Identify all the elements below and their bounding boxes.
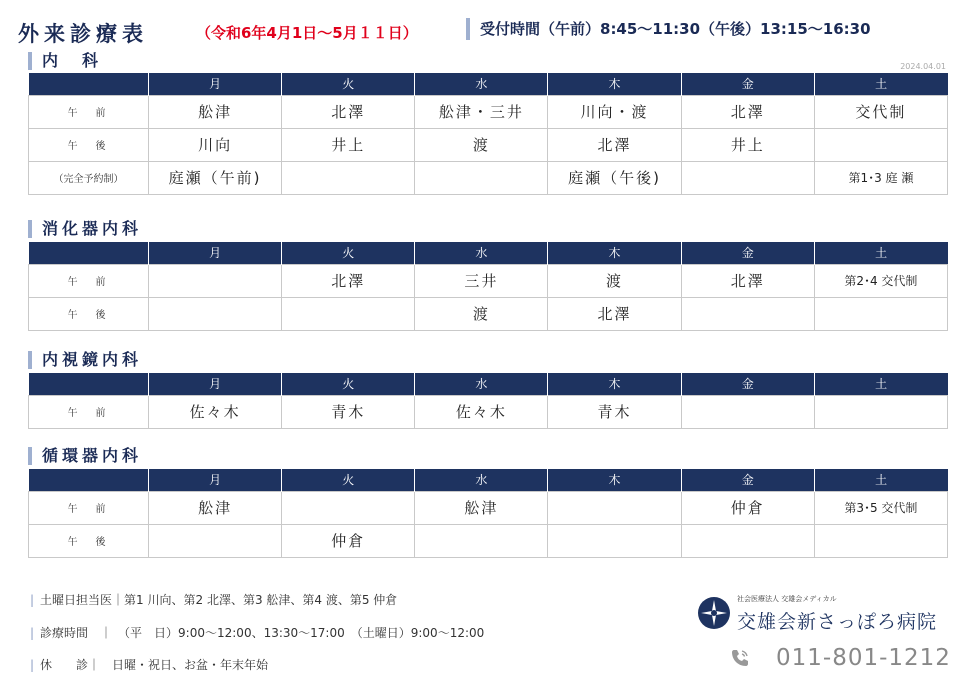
day-header: 土 (814, 242, 947, 264)
section-title-internal-medicine: 内 科 (28, 52, 102, 70)
table-cell: 第2･4 交代制 (814, 264, 947, 297)
section-title-gastroenterology: 消化器内科 (28, 220, 142, 238)
table-cell (814, 524, 947, 557)
table-cell (149, 297, 282, 330)
table-cell (149, 524, 282, 557)
day-header: 月 (149, 242, 282, 264)
table-cell: 青木 (548, 395, 681, 428)
day-header: 金 (681, 73, 814, 95)
table-cell: 川向・渡 (548, 95, 681, 128)
footer-closed (30, 656, 268, 673)
hospital-name: 交雄会新さっぽろ病院 (737, 611, 938, 633)
page-title: 外来診療表 (18, 22, 148, 46)
page-header (18, 18, 968, 46)
hospital-corp-name: 社会医療法人 交雄会メディカル (737, 595, 837, 603)
table-cell: 井上 (681, 128, 814, 161)
day-header: 金 (681, 242, 814, 264)
schedule-table-internal-medicine (28, 73, 948, 195)
section-title-endoscopy: 内視鏡内科 (28, 351, 142, 369)
table-cell (282, 491, 415, 524)
version-date: 2024.04.01 (900, 62, 946, 71)
table-cell: 三井 (415, 264, 548, 297)
day-header: 火 (282, 373, 415, 395)
header-corner (29, 469, 149, 491)
table-cell (681, 395, 814, 428)
table-cell: 川向 (149, 128, 282, 161)
day-header: 火 (282, 73, 415, 95)
phone-number[interactable]: 011-801-1212 (776, 645, 951, 671)
hospital-logo-icon (697, 596, 731, 630)
day-header: 水 (415, 373, 548, 395)
table-cell: 北澤 (282, 95, 415, 128)
schedule-table-endoscopy (28, 373, 948, 429)
row-label: 午 前 (29, 264, 149, 297)
day-header: 水 (415, 242, 548, 264)
row-label: 午 前 (29, 395, 149, 428)
day-header: 火 (282, 242, 415, 264)
table-cell (149, 264, 282, 297)
table-row (29, 161, 948, 194)
day-header: 土 (814, 469, 947, 491)
table-cell (415, 161, 548, 194)
footer-bar: | (30, 593, 35, 607)
day-header: 水 (415, 469, 548, 491)
table-cell: 渡 (548, 264, 681, 297)
table-cell: 北澤 (282, 264, 415, 297)
table-cell (415, 524, 548, 557)
day-header: 木 (548, 73, 681, 95)
table-cell: 第1･3 庭 瀬 (814, 161, 947, 194)
row-label: （完全予約制） (29, 161, 149, 194)
table-row (29, 491, 948, 524)
date-range: （令和6年4月1日～5月１１日） (196, 24, 418, 42)
day-header: 金 (681, 469, 814, 491)
table-cell: 仲倉 (681, 491, 814, 524)
table-cell: 庭瀬（午前) (149, 161, 282, 194)
schedule-table-cardiology (28, 469, 948, 558)
table-cell (814, 395, 947, 428)
table-header-row (29, 73, 948, 95)
day-header: 月 (149, 469, 282, 491)
table-row (29, 297, 948, 330)
table-header-row (29, 242, 948, 264)
footer-hours (30, 624, 484, 641)
table-cell: 庭瀬（午後) (548, 161, 681, 194)
row-label: 午 後 (29, 524, 149, 557)
day-header: 土 (814, 73, 947, 95)
table-cell: 舩津 (415, 491, 548, 524)
table-row (29, 95, 948, 128)
day-header: 火 (282, 469, 415, 491)
table-row (29, 524, 948, 557)
table-header-row (29, 373, 948, 395)
table-cell: 北澤 (681, 95, 814, 128)
table-cell: 北澤 (681, 264, 814, 297)
footer-closed-text: 休 診｜ 日曜・祝日、お盆・年末年始 (40, 658, 269, 672)
phone-icon (730, 648, 750, 668)
table-cell: 佐々木 (149, 395, 282, 428)
table-cell (282, 297, 415, 330)
header-corner (29, 242, 149, 264)
table-cell (814, 128, 947, 161)
footer-saturday-text: 土曜日担当医｜第1 川向、第2 北澤、第3 舩津、第4 渡、第5 仲倉 (40, 593, 398, 607)
row-label: 午 前 (29, 491, 149, 524)
header-corner (29, 373, 149, 395)
table-cell (681, 297, 814, 330)
table-cell: 佐々木 (415, 395, 548, 428)
table-cell: 渡 (415, 297, 548, 330)
table-cell: 仲倉 (282, 524, 415, 557)
row-label: 午 後 (29, 128, 149, 161)
row-label: 午 後 (29, 297, 149, 330)
table-cell: 交代制 (814, 95, 947, 128)
table-cell: 渡 (415, 128, 548, 161)
table-cell: 北澤 (548, 297, 681, 330)
table-cell: 舩津 (149, 95, 282, 128)
day-header: 月 (149, 73, 282, 95)
table-header-row (29, 469, 948, 491)
table-cell: 北澤 (548, 128, 681, 161)
footer-hours-text: 診療時間 ｜ （平 日）9:00～12:00、13:30～17:00 （土曜日）9:00～12:00 (40, 626, 485, 640)
table-cell (814, 297, 947, 330)
day-header: 水 (415, 73, 548, 95)
day-header: 木 (548, 242, 681, 264)
table-cell: 第3･5 交代制 (814, 491, 947, 524)
day-header: 金 (681, 373, 814, 395)
footer-saturday-doctors (30, 591, 397, 608)
row-label: 午 前 (29, 95, 149, 128)
footer-bar: | (30, 658, 35, 672)
day-header: 木 (548, 373, 681, 395)
table-row (29, 128, 948, 161)
day-header: 土 (814, 373, 947, 395)
table-row (29, 395, 948, 428)
schedule-table-gastroenterology (28, 242, 948, 331)
table-cell (681, 161, 814, 194)
footer-bar: | (30, 626, 35, 640)
table-cell: 井上 (282, 128, 415, 161)
hospital-logo (697, 594, 947, 634)
table-cell: 舩津・三井 (415, 95, 548, 128)
day-header: 木 (548, 469, 681, 491)
table-cell: 舩津 (149, 491, 282, 524)
table-cell (548, 524, 681, 557)
table-cell (282, 161, 415, 194)
section-title-cardiology: 循環器内科 (28, 447, 142, 465)
table-cell (681, 524, 814, 557)
table-cell (548, 491, 681, 524)
table-cell: 青木 (282, 395, 415, 428)
day-header: 月 (149, 373, 282, 395)
header-corner (29, 73, 149, 95)
table-row (29, 264, 948, 297)
reception-hours: 受付時間（午前）8:45～11:30（午後）13:15～16:30 (466, 18, 871, 40)
